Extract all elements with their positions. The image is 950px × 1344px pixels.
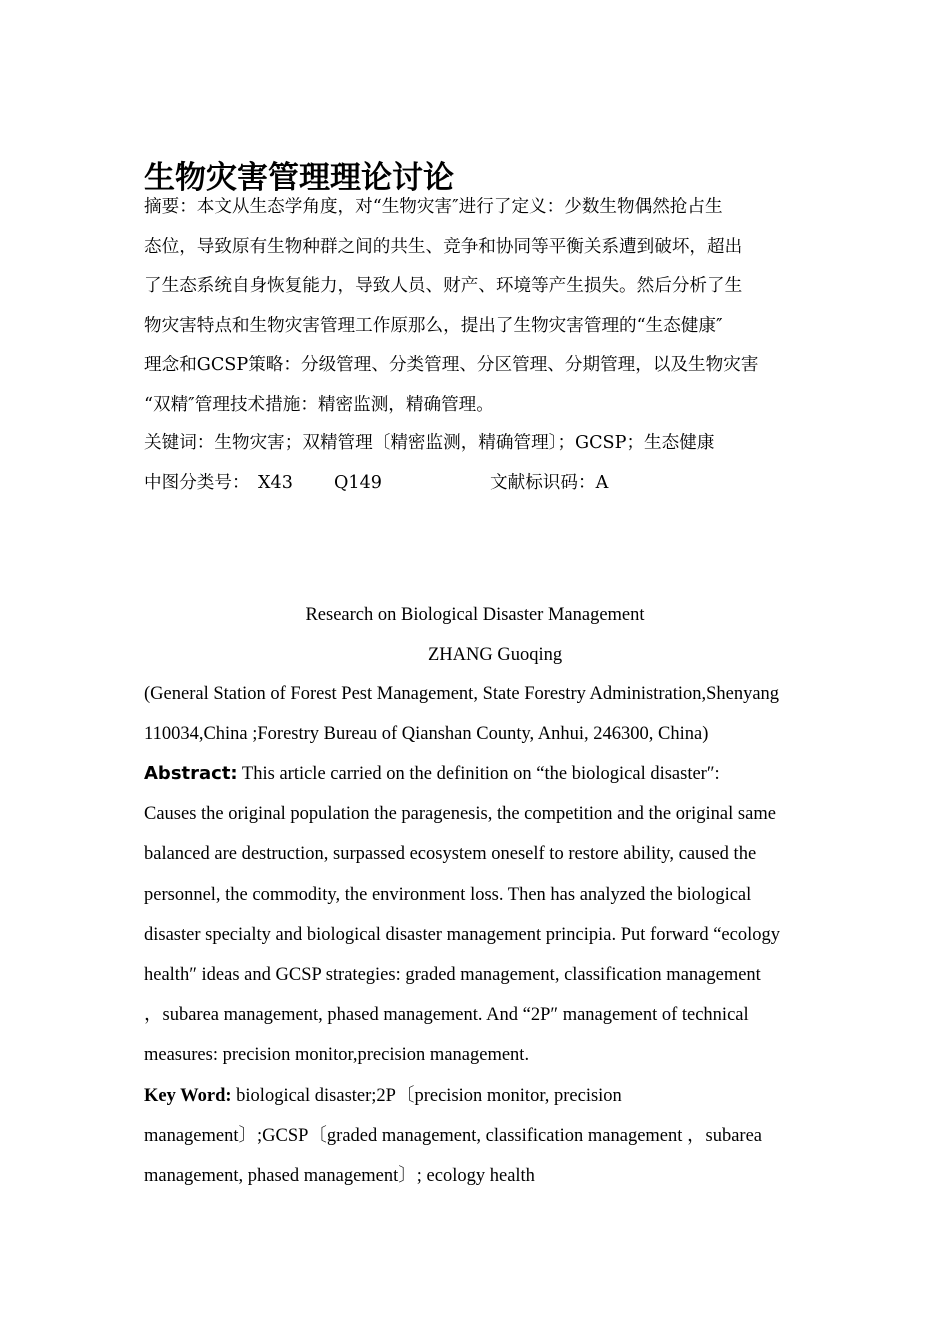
english-keywords-line: management〕;GCSP〔graded management, classification management ，subarea xyxy=(144,1126,763,1147)
chinese-keywords: 关键词：生物灾害；双精管理〔精密监测，精确管理〕；GCSP；生态健康 xyxy=(144,433,715,453)
chinese-classification xyxy=(144,464,844,504)
chinese-abstract xyxy=(144,188,812,425)
english-keywords-line: management, phased management〕; ecology health xyxy=(144,1166,535,1187)
classification-label: 中图分类号： xyxy=(144,473,250,493)
english-abstract-line: personnel, the commodity, the environment loss. Then has analyzed the biological xyxy=(144,884,752,905)
english-keywords xyxy=(144,1076,816,1197)
keywords-label: Key Word: xyxy=(144,1086,232,1106)
english-abstract-line: disaster specialty and biological disaster management principia. Put forward “ecology xyxy=(144,924,780,945)
classification-code: Q149 xyxy=(334,473,383,493)
english-abstract-line: balanced are destruction, surpassed ecosystem oneself to restore ability, caused the xyxy=(144,844,757,865)
chinese-abstract-line: 了生态系统自身恢复能力，导致人员、财产、环境等产生损失。然后分析了生 xyxy=(144,276,743,296)
classification-code: X43 xyxy=(258,473,293,493)
document-code: 文献标识码：A xyxy=(490,473,609,493)
english-keywords-line xyxy=(144,1076,816,1116)
english-affiliation xyxy=(144,674,816,754)
abstract-text: This article carried on the definition on “the biological disaster″: xyxy=(237,764,720,784)
chinese-abstract-line: “双精″管理技术措施：精密监测，精确管理。 xyxy=(144,394,494,415)
english-abstract-line: Causes the original population the paragenesis, the competition and the original same xyxy=(144,804,776,825)
english-abstract-line xyxy=(144,754,816,794)
abstract-label: Abstract: xyxy=(144,763,238,784)
chinese-abstract-line: 态位，导致原有生物种群之间的共生、竞争和协同等平衡关系遭到破坏，超出 xyxy=(144,236,743,257)
english-title: Research on Biological Disaster Management xyxy=(305,605,645,625)
affiliation-line: 110034,China ;Forestry Bureau of Qianshan County, Anhui, 246300, China) xyxy=(144,724,709,745)
english-abstract-line: ，subarea management, phased management. And “2P″ management of technical xyxy=(144,1005,749,1026)
affiliation-line: (General Station of Forest Pest Management, State Forestry Administration,Shenyang xyxy=(144,684,780,704)
page-title: 生物灾害管理理论讨论 xyxy=(144,160,454,196)
english-abstract-line: measures: precision monitor,precision management. xyxy=(144,1045,530,1066)
english-abstract xyxy=(144,754,816,1076)
english-author: ZHANG Guoqing xyxy=(428,645,563,665)
chinese-abstract-line: 理念和GCSP策略：分级管理、分类管理、分区管理、分期管理，以及生物灾害 xyxy=(144,355,759,375)
chinese-abstract-line: 物灾害特点和生物灾害管理工作原那么，提出了生物灾害管理的“生态健康″ xyxy=(144,315,723,336)
english-abstract-line: health″ ideas and GCSP strategies: graded management, classification management xyxy=(144,964,761,985)
keywords-text: biological disaster;2P〔precision monitor, precision xyxy=(231,1086,622,1106)
chinese-abstract-line: 摘要：本文从生态学角度，对“生物灾害″进行了定义：少数生物偶然抢占生 xyxy=(144,197,723,217)
